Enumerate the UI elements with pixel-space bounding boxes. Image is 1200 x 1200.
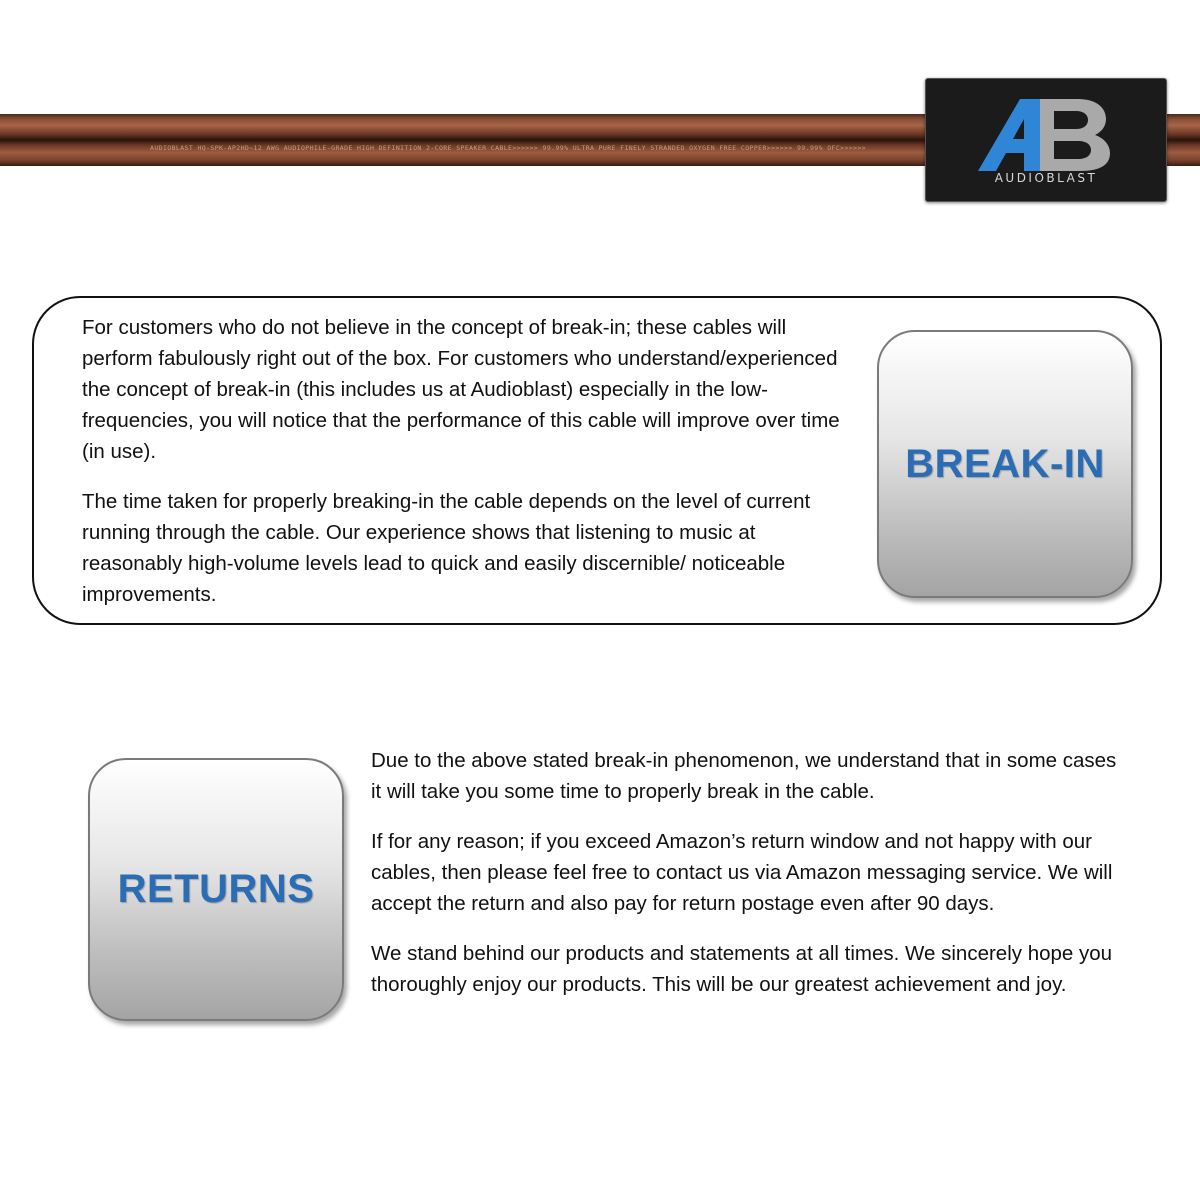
break-in-paragraph-2: The time taken for properly breaking-in the cable depends on the level of current running through the cable. Our experience shows that listening to music at reasonably high-volume levels lead to quick and easily discernible/ noticeable improvements. bbox=[82, 490, 811, 606]
returns-paragraph-2: If for any reason; if you exceed Amazon’s return window and not happy with our cables, then please feel free to contact us via Amazon messaging service. We will accept the return and also pay for return postage even after 90 days. bbox=[371, 830, 1113, 915]
break-in-badge-label: BREAK-IN bbox=[905, 441, 1105, 486]
audioblast-logo bbox=[925, 78, 1167, 202]
ab-logo-icon bbox=[974, 97, 1114, 172]
break-in-badge bbox=[877, 330, 1133, 598]
returns-badge bbox=[88, 758, 344, 1021]
logo-wordmark: AUDIOBLAST bbox=[994, 171, 1098, 185]
break-in-description bbox=[82, 312, 842, 629]
cable-print-text: AUDIOBLAST HQ-SPK-AP2HD~12 AWG AUDIOPHILE-GRADE HIGH DEFINITION 2-CORE SPEAKER CABLE>>>>>> 99.99% ULTRA PURE FINELY STRANDED OXYGEN FREE COPPER>>>>>> 99.99% OFC>>>>>> bbox=[150, 144, 867, 152]
break-in-paragraph-1: For customers who do not believe in the concept of break-in; these cables will perform fabulously right out of the box. For customers who understand/experienced the concept of break-in (this includes us at Audioblast) especially in the low-frequencies, you will notice that the performance of this cable will improve over time (in use). bbox=[82, 316, 840, 463]
returns-paragraph-1: Due to the above stated break-in phenomenon, we understand that in some cases it will take you some time to properly break in the cable. bbox=[371, 749, 1117, 803]
returns-description bbox=[371, 745, 1131, 1019]
returns-badge-label: RETURNS bbox=[117, 867, 315, 911]
returns-paragraph-3: We stand behind our products and statements at all times. We sincerely hope you thoroughly enjoy our products. This will be our greatest achievement and joy. bbox=[371, 942, 1113, 996]
